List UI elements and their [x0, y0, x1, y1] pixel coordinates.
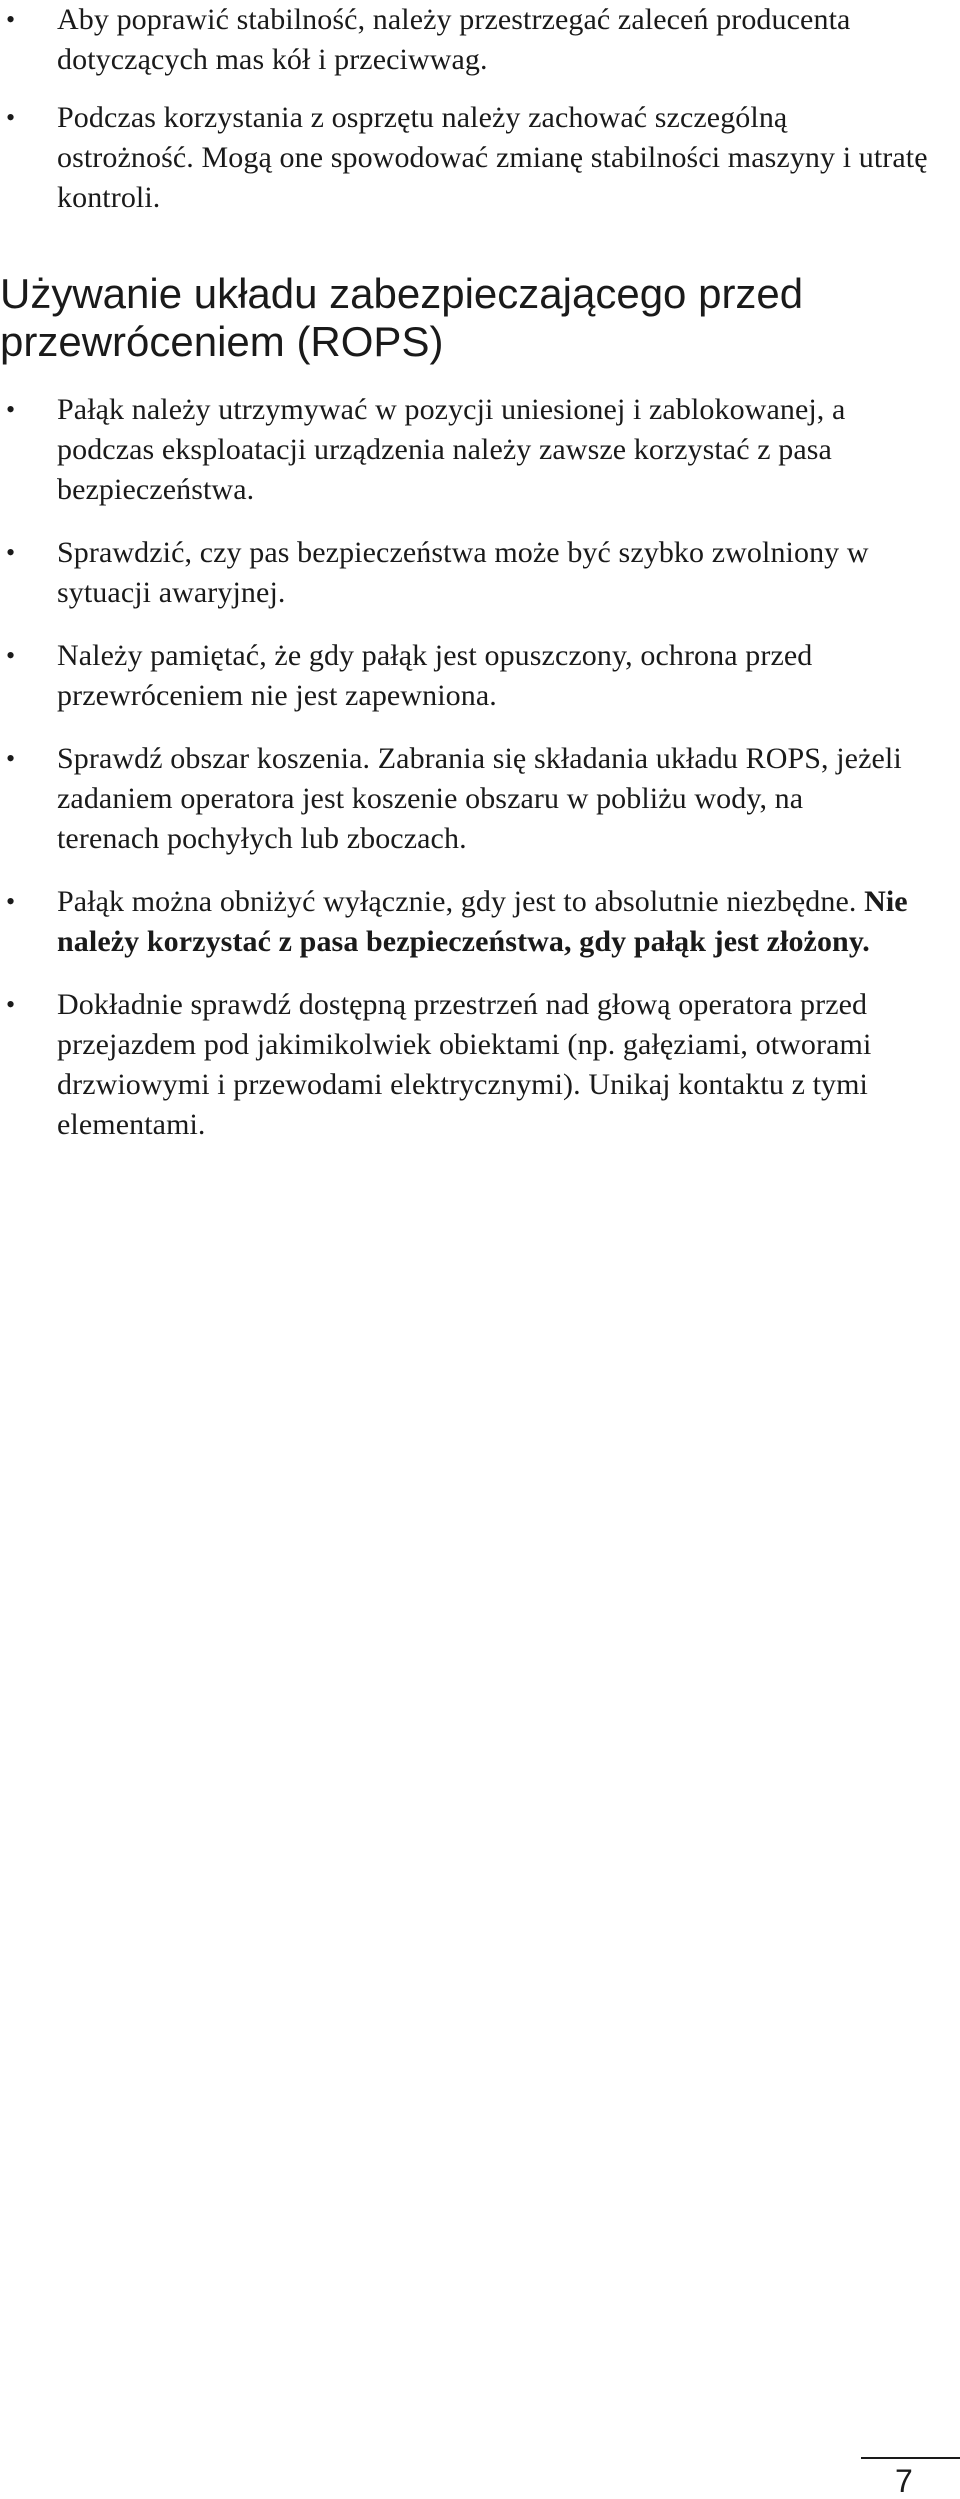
bullet-icon: •: [6, 990, 16, 1019]
list-item: [0, 739, 910, 859]
section-heading: Używanie układu zabezpieczającego przed przewróceniem (ROPS): [0, 270, 804, 365]
list-item-text: Pałąk należy utrzymywać w pozycji uniesionej i zablokowanej, a podczas eksploatacji urządzenia należy zawsze korzystać z pasa bezpieczeństwa.: [57, 393, 846, 506]
list-item: [0, 985, 910, 1145]
list-item-text: Dokładnie sprawdź dostępną przestrzeń nad głową operatora przed przejazdem pod jakimikolwiek obiektami (np. gałęziami, otworami drzwiowymi i przewodami elektrycznymi). Unikaj kontaktu z tymi elementami.: [57, 988, 872, 1141]
bullet-icon: •: [6, 887, 16, 916]
list-item-text: Należy pamiętać, że gdy pałąk jest opuszczony, ochrona przed przewróceniem nie jest zapewniona.: [57, 639, 813, 712]
list-item: [0, 98, 930, 218]
list-item: [0, 0, 930, 80]
list-item: [0, 636, 910, 716]
bullet-icon: •: [6, 641, 16, 670]
bullet-icon: •: [6, 395, 16, 424]
bullet-icon: •: [6, 538, 16, 567]
list-item-text: Podczas korzystania z osprzętu należy zachować szczególną ostrożność. Mogą one spowodować zmianę stabilności maszyny i utratę kontroli.: [57, 101, 928, 214]
list-item: [0, 882, 910, 962]
page-number: 7: [895, 2463, 913, 2499]
list-item-text: Sprawdź obszar koszenia. Zabrania się składania układu ROPS, jeżeli zadaniem operatora jest koszenie obszaru w pobliżu wody, na terenach pochyłych lub zboczach.: [57, 742, 902, 855]
list-item-text: Pałąk można obniżyć wyłącznie, gdy jest to absolutnie niezbędne.: [57, 885, 857, 918]
bullet-icon: •: [6, 5, 16, 34]
bullet-icon: •: [6, 103, 16, 132]
list-item-text: Sprawdzić, czy pas bezpieczeństwa może być szybko zwolniony w sytuacji awaryjnej.: [57, 536, 869, 609]
footer-divider: [861, 2457, 960, 2459]
list-item-text: Aby poprawić stabilność, należy przestrzegać zaleceń producenta dotyczących mas kół i przeciwwag.: [57, 3, 851, 76]
bullet-icon: •: [6, 744, 16, 773]
list-item: [0, 533, 910, 613]
intro-bullet-list: [0, 0, 930, 218]
list-item: [0, 390, 910, 510]
rops-bullet-list: [0, 390, 910, 1145]
list-item-warning: Nie należy korzystać z pasa bezpieczeństwa, gdy pałąk jest złożony.: [57, 885, 908, 958]
